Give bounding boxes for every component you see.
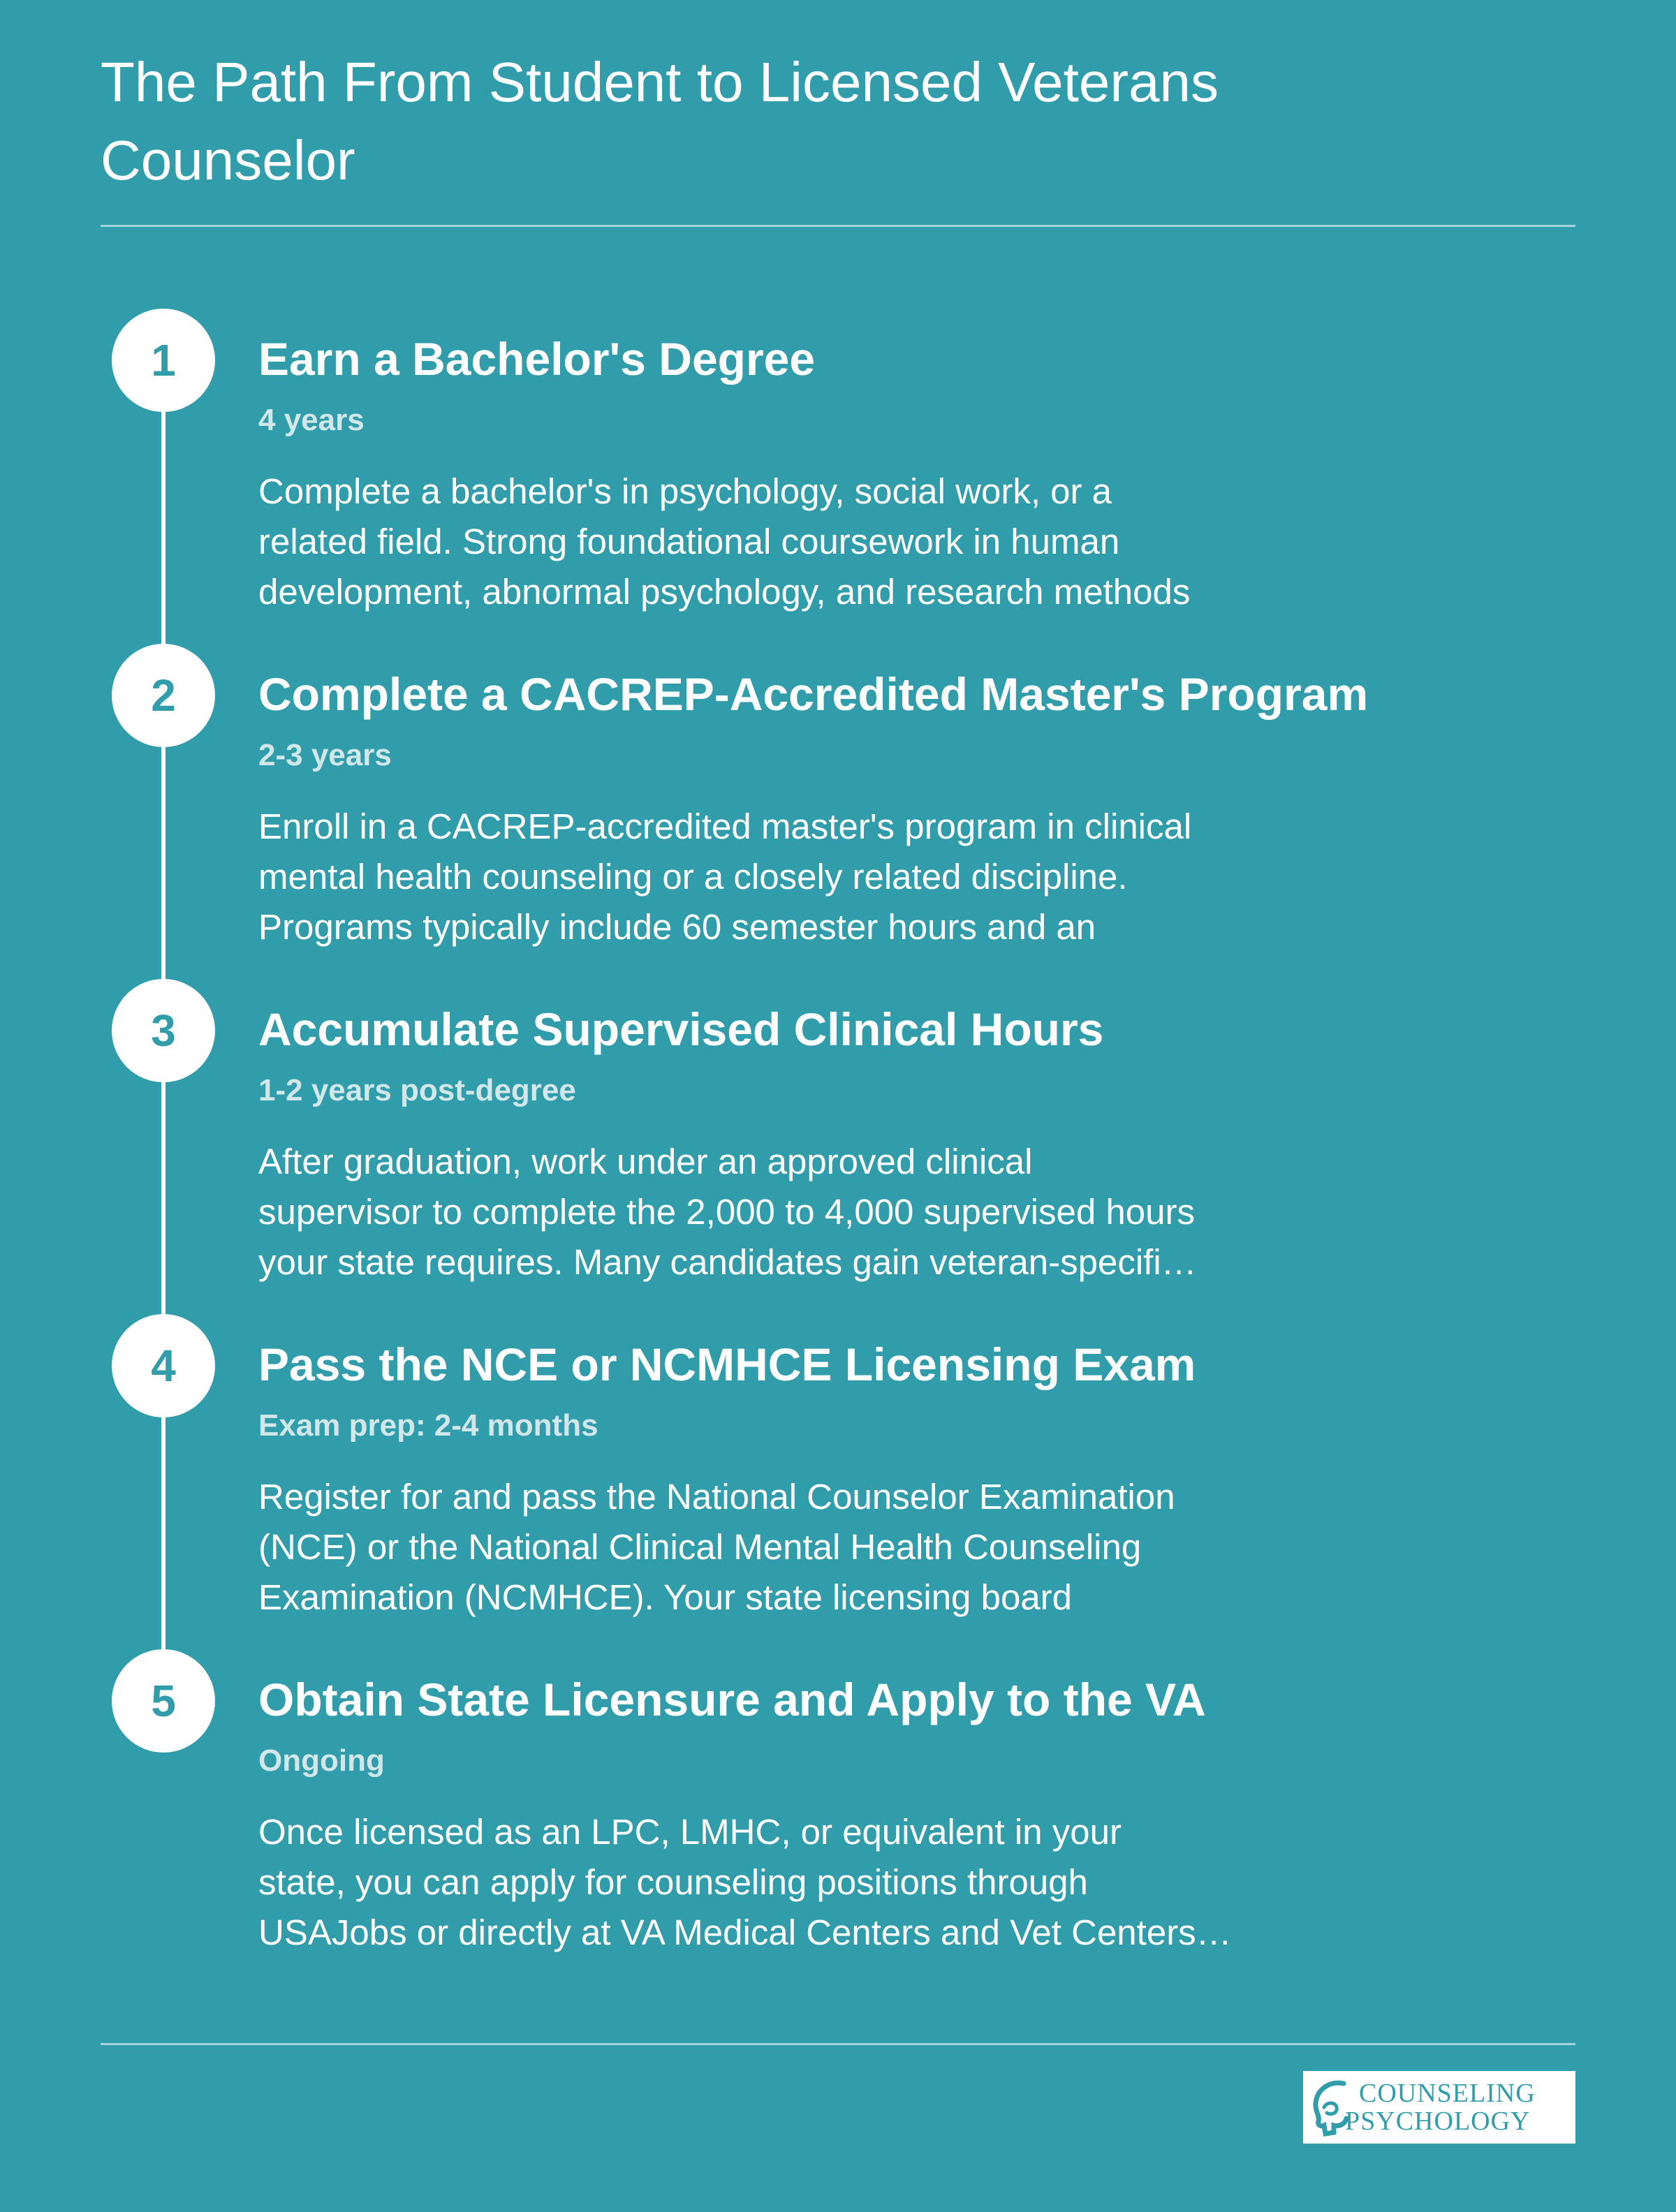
step-description [258, 1137, 1348, 1288]
step-title: Earn a Bachelor's Degree [258, 333, 816, 385]
step-description-line: your state requires. Many candidates gain veteran-specifi… [258, 1242, 1197, 1282]
step-description-line: Examination (NCMHCE). Your state licensing board [258, 1577, 1073, 1617]
step-description-line: state, you can apply for counseling positions through [258, 1862, 1088, 1902]
step-title: Pass the NCE or NCMHCE Licensing Exam [258, 1339, 1196, 1390]
bottom-divider [101, 2043, 1575, 2045]
step-description-line: supervisor to complete the 2,000 to 4,000 supervised hours [258, 1192, 1195, 1232]
step-description-line: Once licensed as an LPC, LMHC, or equivalent in your [258, 1812, 1122, 1852]
counseling-psychology-logo [1303, 2071, 1575, 2144]
logo-line-2: PSYCHOLOGY [1345, 2107, 1531, 2136]
top-divider [101, 225, 1575, 227]
step-title: Complete a CACREP-Accredited Master's Program [258, 668, 1369, 720]
step-description-line: Register for and pass the National Counselor Examination [258, 1477, 1175, 1517]
step-description-line: mental health counseling or a closely related discipline. [258, 857, 1128, 897]
head-profile-icon [1303, 2071, 1362, 2144]
step-description-line: USAJobs or directly at VA Medical Centers and Vet Centers… [258, 1912, 1232, 1952]
step-duration: 2-3 years [258, 738, 392, 772]
logo-wordmark [1345, 2079, 1536, 2136]
page-title-line-2: Counselor [101, 129, 355, 191]
step-description-line: Programs typically include 60 semester hours and an [258, 907, 1096, 947]
step-description-line: development, abnormal psychology, and research methods [258, 572, 1191, 612]
step-description-line: After graduation, work under an approved clinical [258, 1142, 1033, 1181]
step-description [258, 1807, 1348, 1958]
page-title [101, 43, 1497, 200]
step-number-badge: 4 [112, 1314, 215, 1417]
step-description [258, 466, 1348, 617]
step-number-badge: 3 [112, 979, 215, 1082]
step-description-line: (NCE) or the National Clinical Mental Health Counseling [258, 1527, 1142, 1567]
step-number-badge: 2 [112, 644, 215, 747]
step-title: Accumulate Supervised Clinical Hours [258, 1003, 1104, 1055]
page-title-line-1: The Path From Student to Licensed Veterans [101, 51, 1219, 113]
step-description-line: related field. Strong foundational coursework in human [258, 522, 1120, 561]
step-duration: Ongoing [258, 1743, 385, 1778]
step-duration: Exam prep: 2-4 months [258, 1408, 598, 1443]
step-number-badge: 1 [112, 309, 215, 412]
step-title: Obtain State Licensure and Apply to the VA [258, 1674, 1206, 1725]
step-duration: 4 years [258, 403, 365, 437]
step-number-badge: 5 [112, 1649, 215, 1753]
step-description-line: Enroll in a CACREP-accredited master's program in clinical [258, 806, 1192, 846]
step-description [258, 1472, 1348, 1623]
step-duration: 1-2 years post-degree [258, 1073, 576, 1107]
step-description-line: Complete a bachelor's in psychology, social work, or a [258, 471, 1112, 511]
step-description [258, 802, 1348, 952]
logo-line-1: COUNSELING [1359, 2079, 1536, 2108]
